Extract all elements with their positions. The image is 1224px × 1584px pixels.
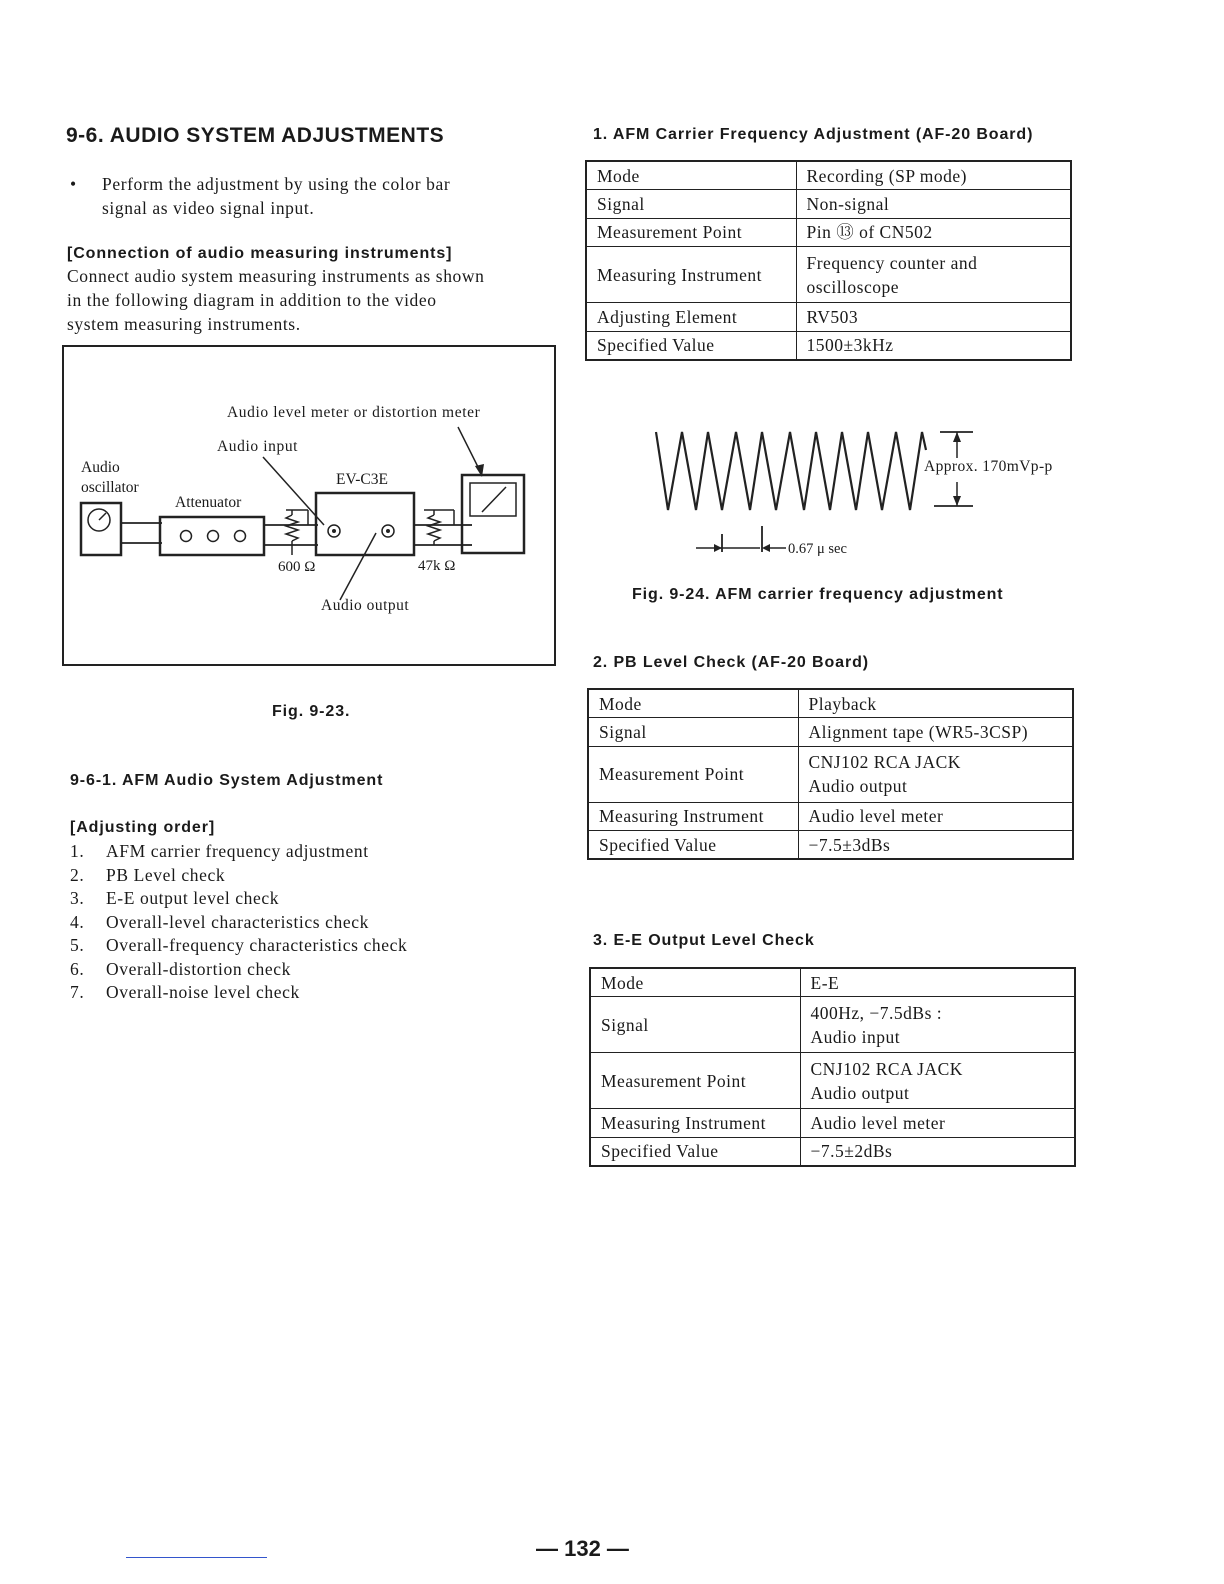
row-label: Measurement Point (588, 746, 798, 802)
row-label: Signal (586, 190, 796, 219)
order-item-text: Overall-frequency characteristics check (106, 935, 408, 955)
bullet-line-2: signal as video signal input. (102, 198, 315, 218)
table-row (586, 161, 1071, 190)
order-item-number: 5. (70, 935, 85, 955)
row-value-line: Non-signal (806, 193, 890, 214)
row-label: Mode (590, 968, 800, 997)
row-value-line: Audio output (808, 776, 908, 796)
label-600: 600 Ω (278, 559, 316, 575)
table-row (586, 303, 1071, 332)
table-row (588, 718, 1073, 747)
row-value-line: 1500±3kHz (806, 335, 894, 355)
order-item-text: Overall-distortion check (106, 958, 291, 979)
row-value-line: oscilloscope (806, 276, 900, 297)
order-item-number: 7. (70, 982, 85, 1002)
table-afm-carrier (585, 160, 1072, 361)
connection-line-2: in the following diagram in addition to the video (67, 290, 437, 310)
order-item-number: 2. (70, 864, 85, 885)
row-label: Adjusting Element (586, 303, 796, 332)
order-item-text: AFM carrier frequency adjustment (106, 841, 369, 861)
order-item-text: E-E output level check (106, 888, 280, 908)
section-1-title: 1. AFM Carrier Frequency Adjustment (AF-20 Board) (593, 126, 1034, 143)
row-label: Specified Value (588, 831, 798, 860)
amplitude-label: Approx. 170mVp-p (924, 458, 1053, 475)
order-item-number: 6. (70, 958, 85, 979)
connection-line-3: system measuring instruments. (67, 314, 301, 334)
label-audio-input: Audio input (217, 438, 299, 455)
row-label: Measurement Point (586, 218, 796, 247)
row-value (796, 218, 1071, 247)
order-item (70, 957, 530, 981)
row-value-line: E-E (810, 972, 840, 993)
ev-c3e-box (316, 493, 414, 555)
attenuator-box (160, 517, 264, 555)
row-value-line: Audio input (810, 1026, 901, 1047)
connection-paragraph (67, 264, 567, 336)
label-audio-output: Audio output (321, 597, 410, 614)
row-value (796, 161, 1071, 190)
afm-waveform (640, 420, 1080, 570)
row-value-line: −7.5±3dBs (808, 834, 891, 855)
resistor-600-icon (286, 515, 298, 541)
row-value (798, 802, 1073, 831)
table-row (590, 1109, 1075, 1138)
table-row (586, 331, 1071, 360)
label-ev: EV-C3E (336, 471, 388, 488)
row-value (800, 1053, 1075, 1109)
carrier-waveform (656, 432, 926, 510)
adjusting-order-list (70, 839, 530, 1004)
table-row (586, 247, 1071, 303)
table-row (588, 831, 1073, 860)
row-value-line: Audio level meter (810, 1112, 946, 1133)
row-label: Measuring Instrument (588, 802, 798, 831)
fig-23-caption: Fig. 9-23. (272, 703, 351, 720)
subsection-title: 9-6-1. AFM Audio System Adjustment (70, 772, 384, 789)
table-row (588, 746, 1073, 802)
order-item (70, 886, 530, 910)
footer-rule (126, 1557, 267, 1558)
order-item-text: Overall-level characteristics check (106, 911, 369, 932)
label-level-meter: Audio level meter or distortion meter (227, 404, 481, 421)
diagram-frame (63, 346, 555, 665)
table-row (588, 802, 1073, 831)
row-value-line: Recording (SP mode) (806, 165, 967, 186)
row-value (798, 831, 1073, 860)
connection-line-1: Connect audio system measuring instruments as shown (67, 266, 485, 286)
row-value-line: CNJ102 RCA JACK (810, 1058, 963, 1079)
row-value-line: Playback (808, 693, 877, 714)
bullet-line-1: Perform the adjustment by using the color bar (102, 174, 451, 194)
order-item (70, 839, 530, 863)
row-value (798, 689, 1073, 718)
table-row (590, 997, 1075, 1053)
label-audio: Audio (81, 459, 120, 476)
row-value-line: −7.5±2dBs (810, 1141, 893, 1161)
order-item (70, 910, 530, 934)
label-oscillator: oscillator (81, 479, 139, 496)
row-label: Measuring Instrument (586, 247, 796, 303)
attenuator-knob-icon (235, 531, 246, 542)
label-47k: 47k Ω (418, 558, 456, 574)
row-value-line: Frequency counter and (806, 252, 978, 273)
row-label: Mode (588, 689, 798, 718)
table-pb-level (587, 688, 1074, 860)
attenuator-knob-icon (181, 531, 192, 542)
row-value (796, 190, 1071, 219)
row-value (796, 303, 1071, 332)
table-row (586, 218, 1071, 247)
row-value-line: RV503 (806, 306, 859, 327)
row-value (796, 247, 1071, 303)
connection-diagram (62, 345, 556, 667)
connection-heading: [Connection of audio measuring instruments] (67, 245, 453, 262)
period-label: 0.67 μ sec (788, 541, 847, 557)
row-label: Mode (586, 161, 796, 190)
order-item-text: PB Level check (106, 864, 226, 885)
row-value-line: 400Hz, −7.5dBs : (810, 1002, 943, 1023)
order-item-text: Overall-noise level check (106, 982, 300, 1002)
row-value-line: Alignment tape (WR5-3CSP) (808, 721, 1029, 742)
table-row (586, 190, 1071, 219)
order-item-number: 1. (70, 841, 85, 861)
row-label: Specified Value (590, 1137, 800, 1166)
row-value-line: Audio output (810, 1082, 910, 1103)
resistor-47k-icon (428, 515, 440, 541)
label-attenuator: Attenuator (175, 494, 242, 511)
adjusting-order-heading: [Adjusting order] (70, 819, 216, 836)
row-value-line: Pin ⑬ of CN502 (806, 222, 933, 243)
row-value (800, 1109, 1075, 1138)
attenuator-knob-icon (208, 531, 219, 542)
bullet-paragraph (70, 172, 570, 220)
order-item-number: 3. (70, 888, 85, 908)
page-number: — 132 — (536, 1536, 629, 1561)
row-value (800, 968, 1075, 997)
table-row (588, 689, 1073, 718)
row-label: Measuring Instrument (590, 1109, 800, 1138)
table-row (590, 1053, 1075, 1109)
row-value (796, 331, 1071, 360)
table-ee-output (589, 967, 1076, 1167)
section-title: 9-6. AUDIO SYSTEM ADJUSTMENTS (66, 124, 445, 147)
row-label: Measurement Point (590, 1053, 800, 1109)
order-item (70, 863, 530, 887)
row-label: Signal (590, 997, 800, 1053)
table-row (590, 968, 1075, 997)
row-value (800, 997, 1075, 1053)
row-value (800, 1137, 1075, 1166)
section-3-title: 3. E-E Output Level Check (593, 932, 815, 949)
row-value-line: Audio level meter (808, 806, 944, 827)
fig-24-caption: Fig. 9-24. AFM carrier frequency adjustment (632, 586, 1004, 603)
order-item (70, 933, 530, 957)
section-2-title: 2. PB Level Check (AF-20 Board) (593, 654, 869, 671)
row-label: Specified Value (586, 331, 796, 360)
oscillator-box (81, 503, 121, 555)
row-value-line: CNJ102 RCA JACK (808, 752, 961, 772)
row-value (798, 718, 1073, 747)
row-value (798, 746, 1073, 802)
bullet-dot: • (70, 174, 77, 194)
order-item-number: 4. (70, 911, 85, 932)
order-item (70, 980, 530, 1004)
table-row (590, 1137, 1075, 1166)
row-label: Signal (588, 718, 798, 747)
level-meter-box (462, 475, 524, 553)
